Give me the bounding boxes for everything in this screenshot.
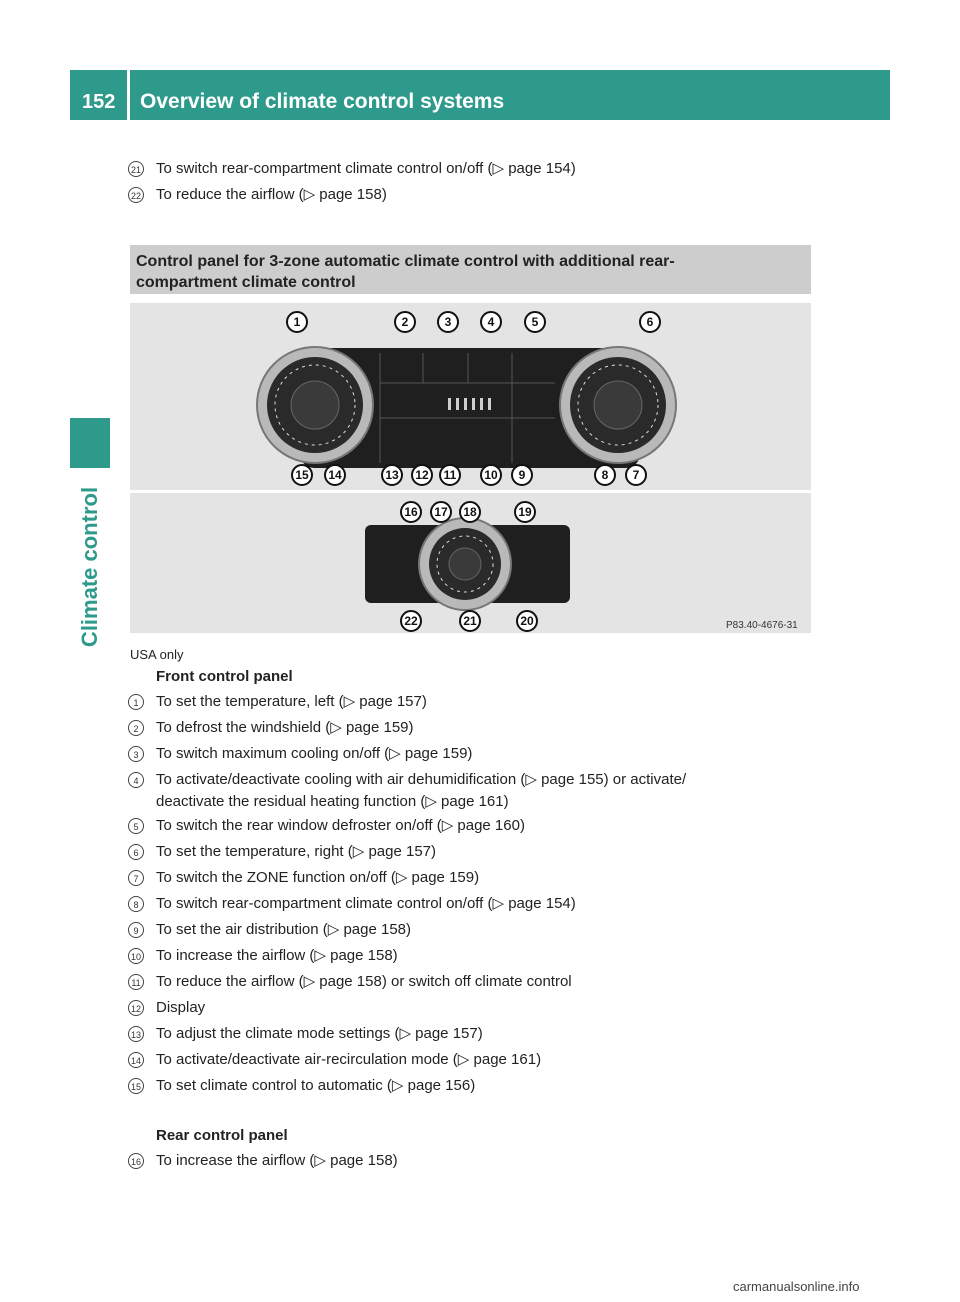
sidebar-tab-block [70, 418, 110, 468]
callout-number: 14 [328, 468, 342, 482]
callout-number: 20 [520, 614, 534, 628]
item-marker: 13 [128, 1026, 144, 1042]
callout-number: 22 [404, 614, 418, 628]
callout-number: 9 [518, 468, 526, 482]
section-heading-line1: Control panel for 3-zone automatic climate control with additional rear- [136, 253, 675, 270]
item-marker: 4 [128, 772, 144, 788]
item-text-continued: deactivate the residual heating function (▷ page 161) [156, 793, 509, 810]
header-separator [127, 70, 130, 120]
usa-only-note: USA only [130, 647, 184, 662]
callout-number: 2 [401, 315, 409, 329]
page-number: 152 [82, 91, 116, 113]
item-marker: 5 [128, 818, 144, 834]
callout-number: 4 [487, 315, 495, 329]
item-marker: 12 [128, 1000, 144, 1016]
item-text: To reduce the airflow (▷ page 158) [156, 186, 387, 203]
item-marker: 22 [128, 187, 144, 203]
callout-number: 13 [385, 468, 399, 482]
callout-number: 5 [531, 315, 539, 329]
item-marker: 10 [128, 948, 144, 964]
item-text: To increase the airflow (▷ page 158) [156, 1152, 398, 1169]
item-text: To adjust the climate mode settings (▷ page 157) [156, 1025, 483, 1042]
item-marker: 11 [128, 974, 144, 990]
item-marker: 9 [128, 922, 144, 938]
rear-panel-heading: Rear control panel [156, 1127, 288, 1144]
callout-number: 10 [484, 468, 498, 482]
callout-number: 18 [463, 505, 477, 519]
callout-number: 17 [434, 505, 448, 519]
item-marker: 21 [128, 161, 144, 177]
item-text: Display [156, 999, 206, 1016]
item-marker: 15 [128, 1078, 144, 1094]
item-text: To set climate control to automatic (▷ page 156) [156, 1077, 476, 1094]
item-text: To set the temperature, left (▷ page 157) [156, 693, 427, 710]
callout-number: 21 [463, 614, 477, 628]
callout-number: 1 [293, 315, 301, 329]
item-text: To switch rear-compartment climate control on/off (▷ page 154) [156, 160, 576, 177]
callout-number: 6 [646, 315, 654, 329]
front-panel-heading: Front control panel [156, 668, 293, 685]
item-marker: 7 [128, 870, 144, 886]
item-text: To activate/deactivate cooling with air dehumidification (▷ page 155) or activate/ [156, 771, 687, 788]
page-title: Overview of climate control systems [140, 90, 505, 113]
callout-number: 11 [443, 468, 457, 482]
watermark: carmanualsonline.info [733, 1279, 860, 1294]
item-text: To set the air distribution (▷ page 158) [156, 921, 412, 938]
item-marker: 6 [128, 844, 144, 860]
item-marker: 16 [128, 1153, 144, 1169]
callout-number: 16 [404, 505, 418, 519]
item-text: To switch rear-compartment climate control on/off (▷ page 154) [156, 895, 576, 912]
item-marker: 8 [128, 896, 144, 912]
item-marker: 2 [128, 720, 144, 736]
item-marker: 3 [128, 746, 144, 762]
callout-number: 7 [632, 468, 640, 482]
section-heading [130, 245, 811, 294]
control-panel-illustration [130, 303, 811, 633]
item-text: To switch maximum cooling on/off (▷ page 159) [156, 745, 473, 762]
item-text: To set the temperature, right (▷ page 157) [156, 843, 437, 860]
item-text: To increase the airflow (▷ page 158) [156, 947, 398, 964]
item-text: To reduce the airflow (▷ page 158) or switch off climate control [156, 973, 572, 990]
item-text: To switch the rear window defroster on/off (▷ page 160) [156, 817, 525, 834]
item-text: To activate/deactivate air-recirculation mode (▷ page 161) [156, 1051, 542, 1068]
item-marker: 14 [128, 1052, 144, 1068]
callout-number: 8 [601, 468, 609, 482]
item-text: To switch the ZONE function on/off (▷ page 159) [156, 869, 480, 886]
sidebar-label-text: Climate control [77, 486, 102, 648]
callout-number: 15 [295, 468, 309, 482]
callout-number: 12 [415, 468, 429, 482]
figure-code: P83.40-4676-31 [726, 620, 798, 631]
callout-number: 19 [518, 505, 532, 519]
callout-number: 3 [444, 315, 452, 329]
section-heading-line2: compartment climate control [136, 274, 356, 291]
item-text: To defrost the windshield (▷ page 159) [156, 719, 414, 736]
sidebar-label [70, 472, 110, 662]
item-marker: 1 [128, 694, 144, 710]
